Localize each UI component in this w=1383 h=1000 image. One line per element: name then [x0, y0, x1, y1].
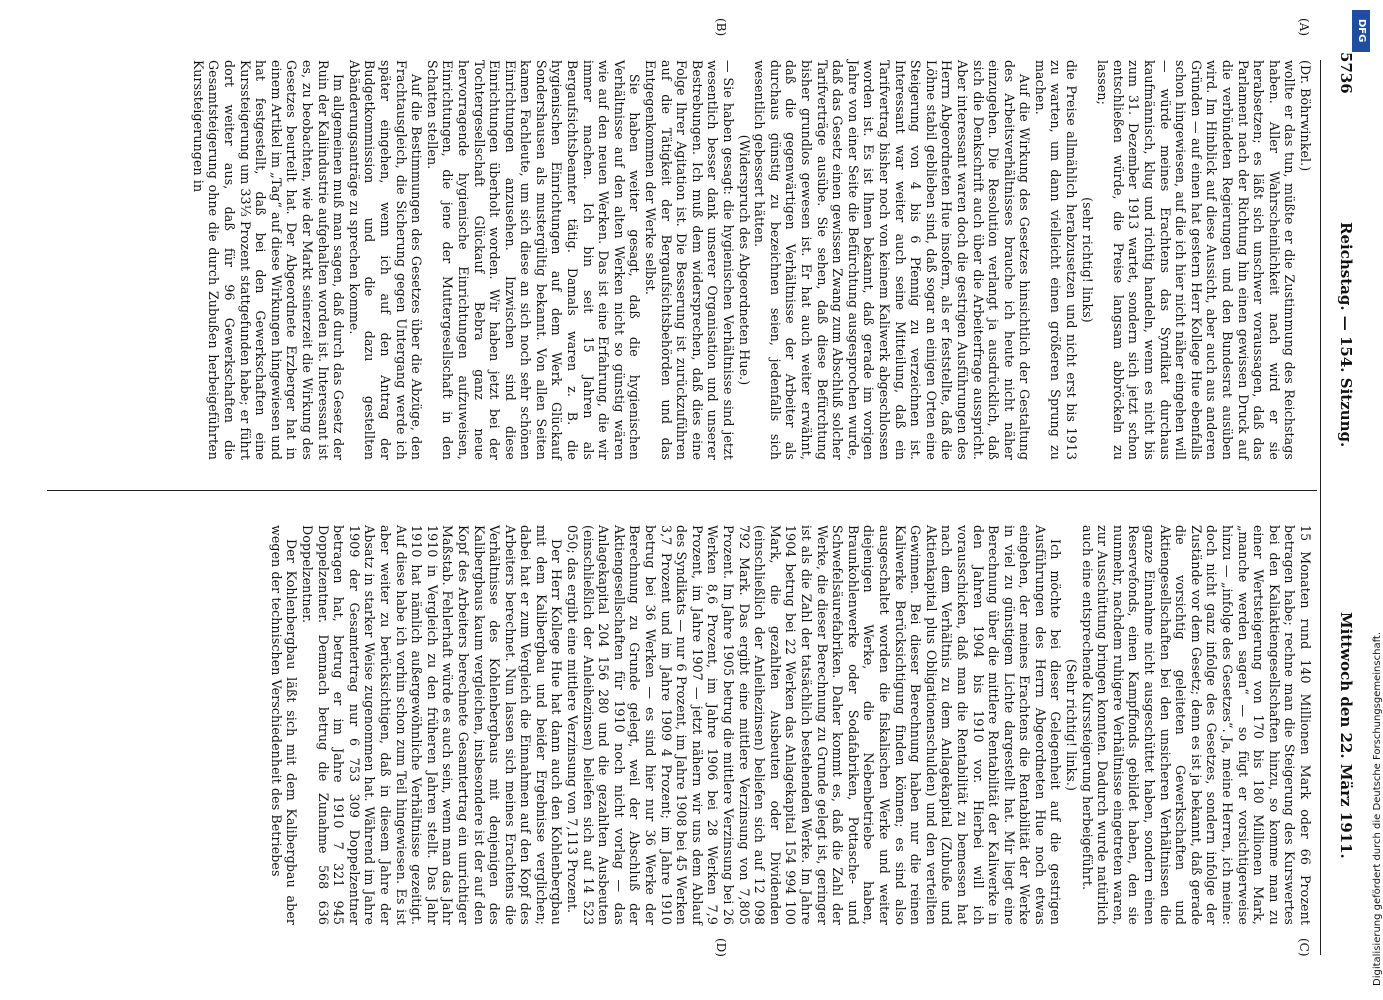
dfg-logo: DFG [1352, 10, 1370, 52]
paragraph: (Dr. Böhrwinkel.) [1298, 60, 1313, 172]
paragraph: Auf die Bestimmungen des Gesetzes über die Abzüge, den Frachtausgleich, die Sicherung gegen Untergang werde ich später eingehen, wenn ich auf den Antrag der Budgetkommission und die dazu gestellten Abänderungsanträge zu sprechen komme. [346, 60, 425, 460]
paragraph: — Sie haben gesagt: die hygienischen Verhältnisse sind jetzt wesentlich besser dank unserer Organisation und unserer Bestrebungen. Ich muß dem widersprechen, daß dies eine Folge Ihrer Agitation ist. Die Besserung ist zurückzuführen auf die Tätigkeit der Bergaufsichtsbehörden und das Entgegenkommen der Werke selbst. [643, 60, 737, 460]
header-rule [1320, 60, 1321, 955]
session-date: Mittwoch den 22. März 1911. [1337, 612, 1355, 859]
paragraph: Auf die Wirkung des Gesetzes hinsichtlich der Gestaltung des Arbeitsverhältnisses brauche ich heute nicht näher einzugehen. Die Resolution verlangt ja ausdrücklich, daß sich die Denkschrift auch über die Arbeiterfrage ausspricht. Aber interessant waren doch die gestrigen Ausführungen des Herrn Abgeordneten Hue insofern, als er feststellte, daß die Löhne stabil geblieben sind, daß sogar an einigen Orten eine Steigerung von 4 bis 6 Pfennig zu verzeichnen ist. Interessant war weiter auch seine Mitteilung, daß ein Tarifvertrag bisher noch von keinem Kaliwerk abgeschlossen worden ist. Es ist Ihnen bekannt, daß gerade im vorigen Jahre von einer Seite die Befürchtung ausgesprochen wurde, daß das Gesetz einen gewissen Zwang zum Abschluß solcher Tarifverträge ausübe. Sie sehen, daß diese Befürchtung bisher grundlos gewesen ist. Er hat auch weiter erwähnt, daß die gegenwärtigen Verhältnisse der Arbeiter als durchaus günstig zu bezeichnen seien, jedenfalls sich wesentlich gebessert hätten. [752, 60, 1033, 460]
interjection: (Widerspruch des Abgeordneten Hue.) [736, 134, 752, 386]
digitization-credit: Digitalisierung gefördert durch die Deutsche Forschungsgemeinschaft. [1372, 631, 1383, 986]
paragraph: Der Kohlenbergbau läßt sich mit dem Kalibergbau aber wegen der technischen Verschiedenheit des Betriebes [268, 525, 300, 925]
marker-d: (D) [714, 938, 728, 957]
paragraph: Ich möchte bei dieser Gelegenheit auf die gestrigen Ausführungen des Herrn Abgeordneten Hue noch etwas eingehen, der meines Erachtens die Rentabilität der Werke in viel zu günstigem Lichte dargestellt hat. Mir liegt eine Berechnung über die mittlere Rentabilität der Kaliwerke in den Jahren 1904 bis 1910 vor. Hierbei will ich vorausschicken, daß man die Rentabilität zu bemessen hat nach dem Verhältnis zu dem Anlagekapital (Zubuße und Aktienkapital plus Obligationenschulden) und den verteilten Gewinnen. Bei dieser Berechnung haben nur die reinen Kaliwerke Berücksichtigung finden können; es sind also ausgeschaltet worden die fiskalischen Werke und weiter diejenigen Werke, die Nebenbetriebe haben, Braunkohlenwerke oder Sodafabriken, Pottasche- und Schwefelsäurefabriken. Daher kommt es, daß die Zahl der Werke, die dieser Berechnung zu Grunde gelegt ist, geringer ist als die Zahl der tatsächlich bestehenden Werke. Im Jahre 1904 betrug bei 22 Werken das Anlagekapital 154 994 100 Mark, die gezahlten Ausbeuten oder Dividenden (einschließlich der Anleihezinsen) beliefen sich auf 12 098 792 Mark. Das ergibt eine mittlere Verzinsung von 7,805 Prozent. Im Jahre 1905 betrug die mittlere Verzinsung bei 26 Werken 8,6 Prozent, im Jahre 1906 bei 28 Werken 7,9 Prozent, im Jahre 1907 — jetzt nähern wir uns dem Ablauf des Syndikats — nur 6 Prozent, im Jahre 1908 bei 45 Werken 3,7 Prozent und im Jahre 1909 4 Prozent; im Jahre 1910 betrug bei 36 Werken — es sind hier nur 36 Werke der Berechnung zu Grunde gelegt, weil der Abschluß der Aktiengesellschaften für 1910 noch nicht vorlag — das Anlagekapital 204 156 280 und die gezahlten Ausbeuten (einschließlich der Anleihezinsen) beliefen sich auf 14 523 050; das ergibt eine mittlere Verzinsung von 7,113 Prozent. [565, 525, 1064, 925]
right-column [268, 525, 1313, 925]
interjection: (sehr richtig! links) [1079, 197, 1095, 323]
page-header [1329, 52, 1355, 948]
session-title: Reichstag. — 154. Sitzung. [1337, 222, 1355, 448]
paragraph: 15 Monaten rund 140 Millionen Mark oder 66 Prozent betragen habe; rechne man die Steigerung des Kurswertes bei den Kaliaktiengesellschaften hinzu, so komme man zu einer Wertsteigerung von 170 bis 180 Millionen Mark, „manche werden sagen“ — so fügt er vorsichtigerweise hinzu — „infolge des Gesetzes“. Ja, meine Herren, ich meine: doch nicht ganz infolge des Gesetzes, sondern infolge der Zustände vor dem Gesetz; denn es ist ja bekannt, daß gerade die vorsichtig geleiteten Gewerkschaften und Aktiengesellschaften bei den unsicheren Verhältnissen die ganze Einnahme nicht ausgeschüttet haben, sondern einen Reservefonds, einen Kampffonds gebildet haben, den sie nunmehr, nachdem ruhigere Verhältnisse eingetreten waren, zur Ausschüttung bringen konnten. Dadurch wurde natürlich auch eine entsprechende Kurssteigerung herbeigeführt. [1079, 525, 1313, 925]
marker-a: (A) [1297, 18, 1311, 37]
column-divider [47, 490, 1317, 491]
paragraph: die Preise allmählich herabzusetzen und nicht erst bis 1913 zu warten, um dann vielleicht einen größeren Sprung zu machen. [1032, 60, 1080, 460]
marker-b: (B) [714, 18, 728, 37]
paragraph: Der Herr Kollege Hue hat dann auch den Kohlenbergbau mit dem Kalibergbau und beider Ergebnisse verglichen; dabei hat er zum Vergleich die Einnahmen auf den Kopf des Arbeiters berechnet. Nun lassen sich meines Erachtens die Verhältnisse des Kohlenbergbaus mit denjenigen des Kalibergbaus kaum vergleichen, insbesondere ist der auf den Kopf des Arbeiters berechnete Gesamtertrag ein unrichtiger Maßstab. Fehlerhaft würde es auch sein, wenn man das Jahr 1910 in Vergleich zu den früheren Jahren stellt. Das Jahr 1910 hat nämlich außergewöhnliche Verhältnisse gezeitigt. Auf diese habe ich vorhin schon zum Teil hingewiesen. Es ist aber weiter zu berücksichtigen, daß in diesem Jahre der Absatz in starker Weise zugenommen hat. Während im Jahre 1909 der Gesamtertrag nur 6 753 309 Doppelzentner betragen hat, betrug er im Jahre 1910 7 321 945 Doppelzentner. Demnach betrug die Zunahme 568 636 Doppelzentner. [300, 525, 565, 925]
interjection: (Sehr richtig! links.) [1064, 659, 1080, 791]
paragraph: Im allgemeinen muß man sagen, daß durch das Gesetz der Ruin der Kaliindustrie aufgehalten worden ist. Interessant ist es, zu beobachten, wie der Markt seinerzeit die Wirkung des Gesetzes beurteilt hat. Der Abgeordnete Erzberger hat in einem Artikel im „Tag“ auf diese Wirkungen hingewiesen und hat festgestellt, daß bei den Gewerkschaften eine Kurssteigerung um 33⅓ Prozent stattgefunden habe; er führt dort weiter aus, daß für 96 Gewerkschaften die Gesamtsteigerung ohne die durch Zubußen herbeigeführten Kurssteigerungen in [190, 60, 347, 460]
left-column [190, 60, 1313, 460]
paragraph: Sie haben weiter gesagt, daß die hygienischen Verhältnisse auf den alten Werken nicht so günstig wären wie auf den neuen Werken. Das ist eine Erfahrung, die wir immer machen. Ich bin seit 15 Jahren als Bergaufsichtsbeamter tätig. Damals waren z. B. die hygienischen Einrichtungen auf dem Werk Glückauf Sondershausen als mustergültig bekannt. Von allen Seiten kamen Fachleute, um sich diese an sich noch sehr schönen Einrichtungen anzusehen. Inzwischen sind diese Einrichtungen überholt worden. Wir haben jetzt bei der Tochtergesellschaft Glückauf Bebra ganz neue hervorragende hygienische Einrichtungen aufzuweisen, Einrichtungen, die jene der Muttergesellschaft in den Schatten stellen. [424, 60, 643, 460]
marker-c: (C) [1297, 938, 1311, 957]
paragraph: wollte er das tun, müßte er die Zustimmung des Reichstags haben. Aller Wahrscheinlichkeit nach wird er sie herabsetzen; es läßt sich unschwer voraussagen, daß das Parlament nach der Richtung hin einen gewissen Druck auf die verbündeten Regierungen und den Bundesrat ausüben wird. Im Hinblick auf diese Aussicht, aber auch aus anderen Gründen — auf einen hat gestern Herr Kollege Hue ebenfalls schon hingewiesen, auf die ich hier nicht näher eingehen will — würde meines Erachtens das Syndikat durchaus kaufmännisch, klug und richtig handeln, wenn es nicht bis zum 31. Dezember 1913 wartet, sondern sich jetzt schon entschließen würde, die Preise langsam abbröckeln zu lassen; [1095, 60, 1298, 460]
page-number: 5736 [1337, 52, 1355, 94]
